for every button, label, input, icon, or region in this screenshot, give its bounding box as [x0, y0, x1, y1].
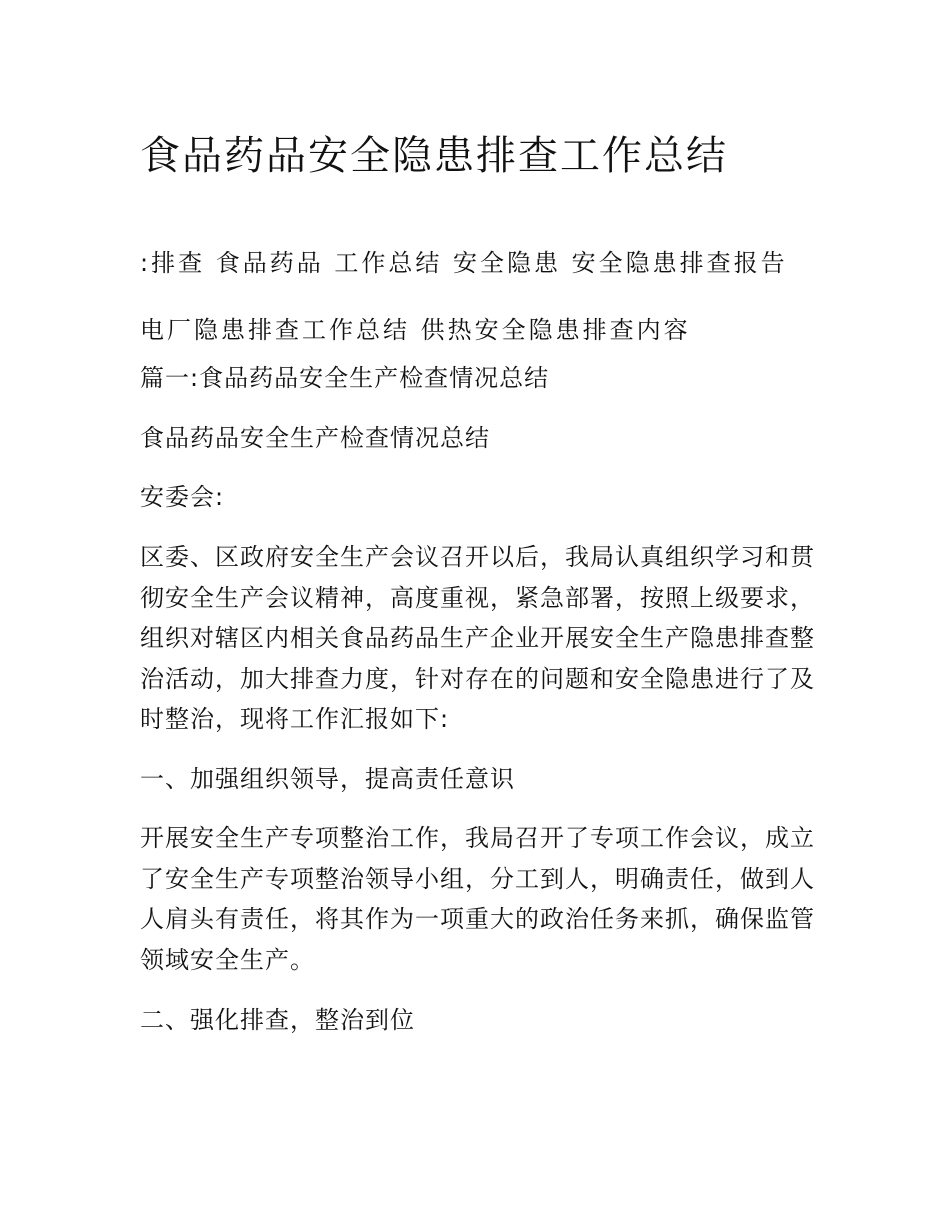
chapter-heading: 篇一:食品药品安全生产检查情况总结	[140, 364, 550, 392]
section-2-heading: 二、强化排查，整治到位	[140, 1006, 415, 1034]
keyword-tags: :排查 食品药品 工作总结 安全隐患 安全隐患排查报告 电厂隐患排查工作总结 供热安全隐患排查内容	[140, 249, 788, 344]
intro-paragraph: 区委、区政府安全生产会议召开以后，我局认真组织学习和贯彻安全生产会议精神，高度重视，紧急部署，按照上级要求，组织对辖区内相关食品药品生产企业开展安全生产隐患排查整治活动，加大排查力度，针对存在的问题和安全隐患进行了及时整治，现将工作汇报如下:	[140, 543, 815, 733]
section-subtitle: 食品药品安全生产检查情况总结	[140, 424, 490, 452]
section-1-heading: 一、加强组织领导，提高责任意识	[140, 765, 515, 793]
salutation: 安委会:	[140, 483, 225, 511]
document-title: 食品药品安全隐患排查工作总结	[140, 133, 728, 179]
section-1-paragraph: 开展安全生产专项整治工作，我局召开了专项工作会议，成立了安全生产专项整治领导小组，分工到人，明确责任，做到人人肩头有责任，将其作为一项重大的政治任务来抓，确保监管领域安全生产。	[140, 824, 815, 974]
